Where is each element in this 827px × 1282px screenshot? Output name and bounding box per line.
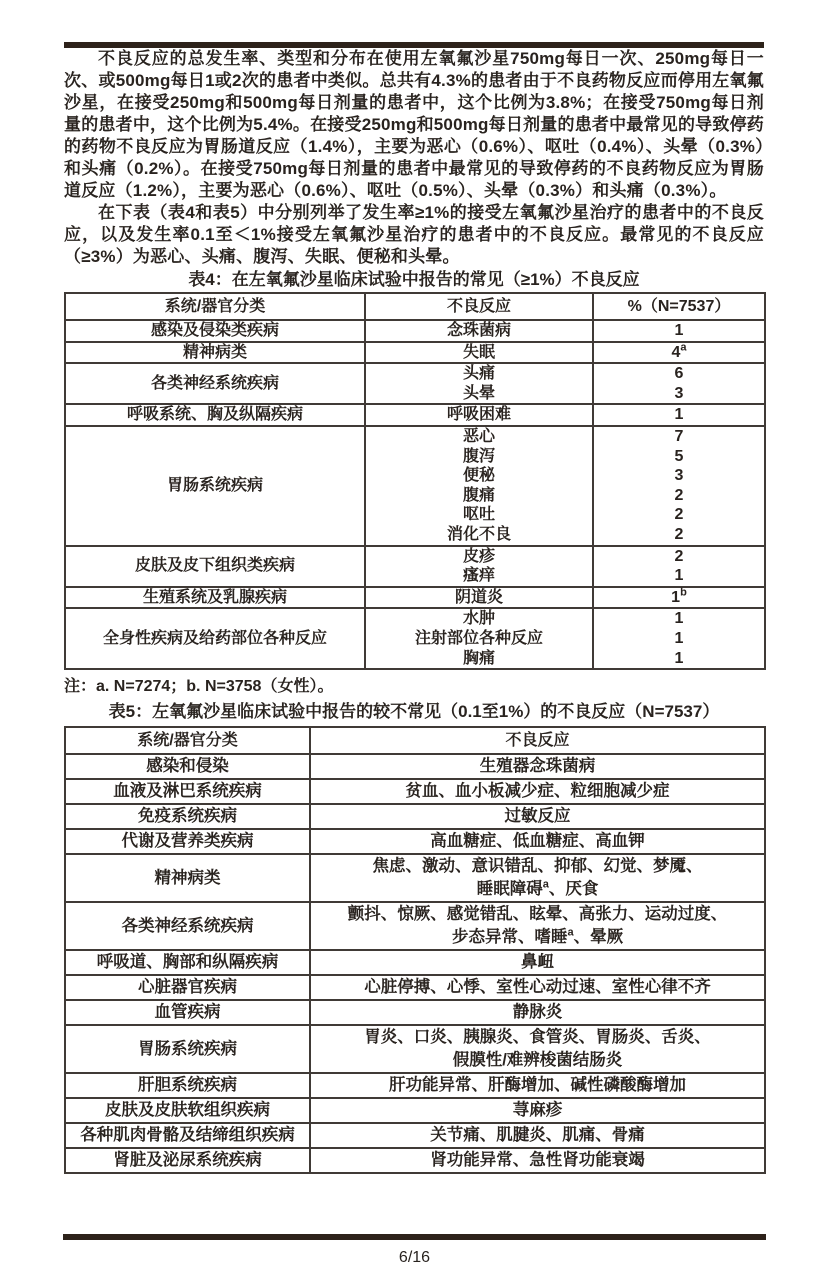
cell-line: 4$^a$ [671,341,687,361]
cell-line: 便秘 [462,467,495,485]
reaction-cell [310,804,765,829]
category-cell [65,608,365,669]
cell-line: 肾功能异常、急性肾功能衰竭 [430,1151,645,1170]
table4-common-adverse-reactions [64,292,766,670]
table5-less-common-adverse-reactions [64,726,766,1174]
footnote-marker: a [680,341,687,354]
reaction-cell [310,754,765,779]
table-row [65,1000,765,1025]
cell-line: 1 [674,629,684,647]
category-cell [65,342,365,364]
reaction-cell [365,608,593,669]
cell-line: 颤抖、惊厥、感觉错乱、眩晕、高张力、运动过度、 [347,905,728,924]
percent-cell [593,546,765,587]
cell-line: 肝功能异常、肝酶增加、碱性磷酸酶增加 [389,1076,686,1095]
reaction-cell [310,1000,765,1025]
table-row [65,1073,765,1098]
cell-line: 免疫系统疾病 [138,807,237,826]
table-row [65,754,765,779]
category-cell [65,854,310,902]
reaction-cell [365,546,593,587]
cell-line: 念珠菌病 [446,322,511,339]
cell-line: 呼吸道、胸部和纵隔疾病 [96,953,279,972]
table4-header-system-organ-class: 系统/器官分类 [65,293,365,320]
cell-line: 消化不良 [446,525,511,543]
table5-caption: 表5：左氧氟沙星临床试验中报告的较不常见（0.1至1%）的不良反应（N=7537） [108,702,720,722]
category-cell [65,754,310,779]
category-cell [65,829,310,854]
bottom-rule [63,1234,766,1240]
cell-line: 头痛 [462,365,495,383]
cell-line: 感染及侵染类疾病 [150,322,279,339]
reaction-cell [310,975,765,1000]
cell-line: 步态异常、嗜睡$^a$、晕厥 [451,926,624,947]
cell-line: 鼻衄 [521,953,554,972]
cell-line: 关节痛、肌腱炎、肌痛、骨痛 [430,1126,645,1145]
cell-line: 1 [674,649,684,667]
cell-line: 2 [674,547,684,565]
table-row [65,320,765,342]
reaction-cell [365,426,593,546]
cell-line: 贫血、血小板减少症、粒细胞减少症 [405,782,670,801]
cell-line: 3 [674,384,684,402]
cell-line: 5 [674,447,684,465]
table-row [65,426,765,546]
table5-header-row [65,727,765,754]
table-row [65,546,765,587]
category-cell [65,426,365,546]
reaction-cell [310,779,765,804]
cell-line: 精神病类 [182,343,247,361]
cell-line: 假膜性/难辨梭菌结肠炎 [452,1051,623,1070]
reaction-cell [310,1148,765,1173]
reaction-cell [365,320,593,342]
table-row [65,804,765,829]
cell-line: 各种肌肉骨骼及结缔组织疾病 [80,1126,295,1145]
category-cell [65,587,365,609]
table-row [65,1098,765,1123]
table-row [65,902,765,950]
table5-header-adverse-reaction: 不良反应 [310,727,765,754]
intro-paragraph-1: 不良反应的总发生率、类型和分布在使用左氧氟沙星750mg每日一次、250mg每日一次、或500mg每日1或2次的患者中类似。总共有4.3%的患者由于不良药物反应而停用左氧氟沙星，在接受250mg和500mg每日剂量的患者中，这个比例为3.8%；在接受750mg每日剂量的患者中，这个比例为5.4%。在接受250mg和500mg每日剂量的患者中最常见的导致停药的药物不良反应为胃肠道反应（1.4%），主要为恶心（0.6%）、呕吐（0.4%）、头晕（0.3%）和头痛（0.2%）。在接受750mg每日剂量的患者中最常见的导致停药的不良药物反应为胃肠道反应（1.2%），主要为恶心（0.6%）、呕吐（0.5%）、头晕（0.3%）和头痛（0.3%）。 [64,49,764,200]
table5-body [65,754,765,1173]
reaction-cell [310,854,765,902]
table-row [65,854,765,902]
footnote-marker: b [680,586,687,599]
cell-line: 呼吸困难 [446,406,511,424]
cell-line: 过敏反应 [504,807,571,826]
cell-line: 睡眠障碍$^a$、厌食 [476,878,599,899]
table4-caption: 表4：在左氧氟沙星临床试验中报告的常见（≥1%）不良反应 [188,270,640,289]
reaction-cell [310,1123,765,1148]
table-row [65,404,765,426]
category-cell [65,404,365,426]
table5-header-system-organ-class: 系统/器官分类 [65,727,310,754]
table-row [65,1025,765,1073]
cell-line: 血管疾病 [154,1003,221,1022]
category-cell [65,546,365,587]
cell-line: 皮疹 [462,547,495,565]
reaction-cell [310,902,765,950]
percent-cell [593,342,765,364]
category-cell [65,320,365,342]
cell-line: 2 [674,486,684,504]
cell-line: 腹泻 [462,447,495,465]
reaction-cell [310,829,765,854]
table4-header-percent: %（N=7537） [593,293,765,320]
reaction-cell [310,1073,765,1098]
cell-line: 生殖系统及乳腺疾病 [142,588,287,606]
cell-line: 瘙痒 [462,567,495,585]
footnote-marker: a [542,878,549,891]
table4-header-row [65,293,765,320]
cell-line: 心脏器官疾病 [138,978,237,997]
cell-line: 2 [674,506,684,524]
reaction-cell [310,1098,765,1123]
cell-line: 7 [674,427,684,445]
cell-line: 胃炎、口炎、胰腺炎、食管炎、胃肠炎、舌炎、 [364,1028,711,1047]
percent-cell [593,608,765,669]
document-page [0,42,827,1282]
reaction-cell [365,587,593,609]
reaction-cell [365,363,593,404]
cell-line: 生殖器念珠菌病 [479,757,596,776]
cell-line: 焦虑、激动、意识错乱、抑郁、幻觉、梦魇、 [372,857,703,876]
cell-line: 肝胆系统疾病 [138,1076,237,1095]
cell-line: 静脉炎 [512,1003,563,1022]
cell-line: 代谢及营养类疾病 [121,832,254,851]
cell-line: 水肿 [462,610,495,628]
reaction-cell [310,1025,765,1073]
table-row [65,950,765,975]
table-row [65,779,765,804]
category-cell [65,1000,310,1025]
reaction-cell [365,342,593,364]
cell-line: 1 [674,406,684,424]
intro-paragraph-2: 在下表（表4和表5）中分别列举了发生率≥1%的接受左氧氟沙星治疗的患者中的不良反应，以及发生率0.1至＜1%接受左氧氟沙星治疗的患者中的不良反应。最常见的不良反应（≥3%）为恶心、头痛、腹泻、失眠、便秘和头晕。 [64,203,764,266]
table-row [65,829,765,854]
category-cell [65,363,365,404]
cell-line: 血液及淋巴系统疾病 [113,782,262,801]
table-row [65,975,765,1000]
cell-line: 肾脏及泌尿系统疾病 [113,1151,262,1170]
page-content [64,42,764,1174]
cell-line: 精神病类 [154,868,221,887]
table-row [65,587,765,609]
category-cell [65,950,310,975]
cell-line: 注射部位各种反应 [414,629,543,647]
category-cell [65,1025,310,1073]
cell-line: 胃肠系统疾病 [138,1039,237,1058]
cell-line: 高血糖症、低血糖症、高血钾 [430,832,645,851]
reaction-cell [365,404,593,426]
cell-line: 头晕 [462,384,495,402]
cell-line: 1 [674,567,684,585]
category-cell [65,902,310,950]
table-row [65,342,765,364]
category-cell [65,1123,310,1148]
table-row [65,1148,765,1173]
page-number: 6/16 [398,1249,431,1266]
cell-line: 皮肤及皮下组织类疾病 [134,557,295,575]
cell-line: 各类神经系统疾病 [121,916,254,935]
category-cell [65,804,310,829]
cell-line: 3 [674,467,684,485]
category-cell [65,1073,310,1098]
cell-line: 呕吐 [462,506,495,524]
cell-line: 全身性疾病及给药部位各种反应 [102,629,327,647]
cell-line: 感染和侵染 [146,757,229,776]
cell-line: 荨麻疹 [512,1101,563,1120]
category-cell [65,975,310,1000]
cell-line: 恶心 [462,427,495,445]
table-row [65,1123,765,1148]
cell-line: 1$^b$ [671,586,687,606]
cell-line: 胸痛 [462,649,495,667]
cell-line: 阴道炎 [454,588,503,606]
cell-line: 各类神经系统疾病 [150,374,279,392]
cell-line: 腹痛 [462,486,495,504]
percent-cell [593,426,765,546]
category-cell [65,1148,310,1173]
table4-footnote: 注：a. N=7274；b. N=3758（女性）。 [64,678,334,696]
table-row [65,608,765,669]
reaction-cell [310,950,765,975]
table4-header-adverse-reaction: 不良反应 [365,293,593,320]
category-cell [65,1098,310,1123]
cell-line: 失眠 [462,343,495,361]
percent-cell [593,404,765,426]
cell-line: 2 [674,525,684,543]
cell-line: 6 [674,365,684,383]
cell-line: 皮肤及皮肤软组织疾病 [105,1101,270,1120]
cell-line: 心脏停搏、心悸、室性心动过速、室性心律不齐 [364,978,711,997]
table-row [65,363,765,404]
table4-body [65,320,765,669]
percent-cell [593,363,765,404]
footnote-marker: a [567,926,574,939]
cell-line: 胃肠系统疾病 [166,476,263,494]
cell-line: 呼吸系统、胸及纵隔疾病 [126,406,303,424]
percent-cell [593,587,765,609]
cell-line: 1 [674,610,684,628]
percent-cell [593,320,765,342]
page-footer [63,1234,766,1267]
category-cell [65,779,310,804]
cell-line: 1 [674,322,684,339]
